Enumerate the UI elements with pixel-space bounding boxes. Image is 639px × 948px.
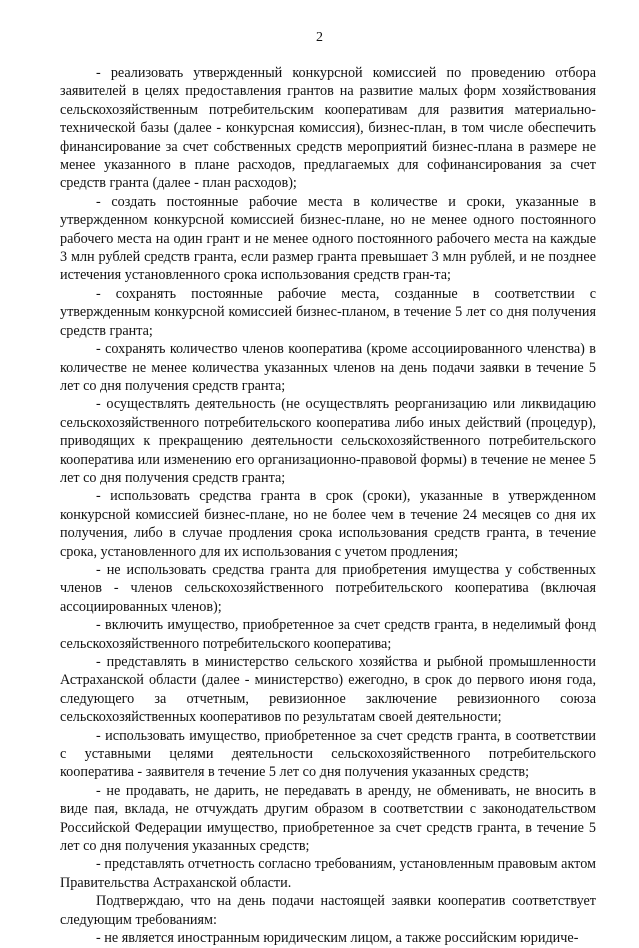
paragraph-use-property: - использовать имущество, приобретенное за счет средств гранта, в соответствии с уставными целями деятельности сельскохозяйственного потребительского кооператива - заявителя в течение 5 лет со дня получения указанных средств; bbox=[60, 727, 596, 781]
paragraph-not-foreign-entity: - не является иностранным юридическим лицом, а также российским юридиче- bbox=[96, 930, 579, 947]
paragraph-create-jobs: - создать постоянные рабочие места в количестве и сроки, указанные в утвержденном конкурсной комиссией бизнес-плане, но не менее одного постоянного рабочего места на один грант и не менее одного постоянного рабочего места на каждые 3 млн рублей средств гранта, если размер гранта превышает 3 млн рублей, и не позднее истечения установленного срока использования средств гран-та; bbox=[60, 193, 596, 284]
paragraph-reporting: - представлять отчетность согласно требованиям, установленным правовым актом Правительства Астраханской области. bbox=[60, 856, 596, 891]
paragraph-confirmation: Подтверждаю, что на день подачи настоящей заявки кооператив соответствует следующим требованиям: bbox=[60, 893, 596, 928]
paragraph-indivisible-fund: - включить имущество, приобретенное за счет средств гранта, в неделимый фонд сельскохозяйственного потребительского кооператива; bbox=[60, 617, 596, 652]
page-number: 2 bbox=[316, 30, 323, 45]
document-body bbox=[60, 64, 596, 948]
paragraph-use-grant-term: - использовать средства гранта в срок (сроки), указанные в утвержденном конкурсной комиссией бизнес-плане, но не более чем в течение 24 месяцев со дня их получения, либо в случае продления срока использования средств гранта, в течение срока, установленного для их использования с учетом продления; bbox=[60, 488, 596, 560]
paragraph-audit-report: - представлять в министерство сельского хозяйства и рыбной промышленности Астраханской области (далее - министерство) ежегодно, в срок до первого июня года, следующего за отчетным, ревизионное заключение ревизионного союза сельскохозяйственных кооперативов по результатам своей деятельности; bbox=[60, 654, 596, 726]
paragraph-keep-jobs: - сохранять постоянные рабочие места, созданные в соответствии с утвержденным конкурсной комиссией бизнес-планом, в течение 5 лет со дня получения средств гранта; bbox=[60, 285, 596, 339]
paragraph-continue-activity: - осуществлять деятельность (не осуществлять реорганизацию или ликвидацию сельскохозяйственного потребительского кооператива либо иных действий (процедур), приводящих к прекращению деятельности сельскохозяйственного потребительского кооператива или изменению его организационно-правовой формы) в течение не менее 5 лет со дня получения средств гранта; bbox=[60, 396, 596, 486]
paragraph-no-purchase-from-members: - не использовать средства гранта для приобретения имущества у собственных членов - членов сельскохозяйственного потребительского кооператива (включая ассоциированных членов); bbox=[60, 561, 596, 615]
paragraph-keep-members: - сохранять количество членов кооператива (кроме ассоциированного членства) в количестве не менее количества указанных членов на день подачи заявки в течение 5 лет со дня получения средств гранта; bbox=[60, 341, 596, 394]
paragraph-no-alienation: - не продавать, не дарить, не передавать в аренду, не обменивать, не вносить в виде пая, вклада, не отчуждать другим образом в соответствии с законодательством Российской Федерации имущество, приобретенное за счет средств гранта, в течение 5 лет со дня получения указанных средств; bbox=[60, 782, 596, 855]
paragraph-implement-business-plan: - реализовать утвержденный конкурсной комиссией по проведению отбора заявителей в целях предоставления грантов на развитие малых форм хозяйствования сельскохозяйственным потребительским кооперативам для развития материально-технической базы (далее - конкурсная комиссия), бизнес-план, в том числе обеспечить финансирование за счет собственных средств мероприятий бизнес-плана в размере не менее указанного в плане расходов, предлагаемых для софинансирования за счет средств гранта (далее - план расходов); bbox=[60, 65, 596, 192]
